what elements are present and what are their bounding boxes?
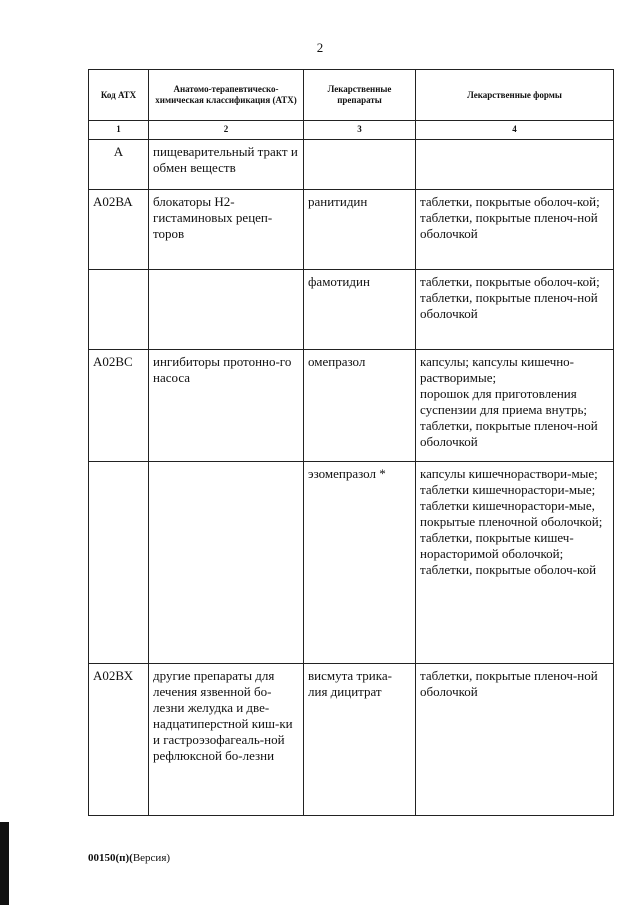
atx-code-cell: А02ВС <box>89 350 149 462</box>
atx-code-cell <box>89 270 149 350</box>
header-code-atx: Код АТХ <box>89 70 149 121</box>
atx-code-cell <box>89 462 149 664</box>
table-row <box>89 190 614 270</box>
atx-table <box>88 69 614 816</box>
forms-cell: капсулы кишечнораствори-мые; таблетки кишечнорастори-мые; таблетки кишечнорастори-мые, покрытые пленочной оболочкой; таблетки, покрытые кишеч-норасторимой оболочкой; таблетки, покрытые оболоч-кой <box>416 462 614 664</box>
column-number: 4 <box>416 121 614 140</box>
table-row <box>89 270 614 350</box>
drug-cell: эзомепразол * <box>304 462 416 664</box>
forms-cell: капсулы; капсулы кишечно-растворимые; порошок для приготовления суспензии для приема внутрь; таблетки, покрытые пленоч-ной оболочкой <box>416 350 614 462</box>
header-row <box>89 70 614 121</box>
drug-cell: ранитидин <box>304 190 416 270</box>
table-row <box>89 140 614 190</box>
atx-name-cell: другие препараты для лечения язвенной бо-лезни желудка и две-надцатиперстной киш-ки и гастроэзофагеаль-ной рефлюксной бо-лезни <box>149 664 304 816</box>
table-row <box>89 664 614 816</box>
atx-name-cell: блокаторы Н2-гистаминовых рецеп-торов <box>149 190 304 270</box>
page-number: 2 <box>316 40 324 55</box>
table-row <box>89 350 614 462</box>
scan-edge-mark <box>0 822 9 905</box>
column-number: 2 <box>149 121 304 140</box>
forms-cell <box>416 140 614 190</box>
atx-code-cell: А02ВА <box>89 190 149 270</box>
drug-cell: висмута трика-лия дицитрат <box>304 664 416 816</box>
atx-name-cell <box>149 270 304 350</box>
forms-cell: таблетки, покрытые оболоч-кой; таблетки, покрытые пленоч-ной оболочкой <box>416 270 614 350</box>
drug-cell: омепразол <box>304 350 416 462</box>
drug-cell: фамотидин <box>304 270 416 350</box>
header-drugs: Лекарственные препараты <box>304 70 416 121</box>
forms-cell: таблетки, покрытые оболоч-кой; таблетки, покрытые пленоч-ной оболочкой <box>416 190 614 270</box>
atx-name-cell <box>149 462 304 664</box>
document-version: Версия) <box>132 852 171 864</box>
table-row <box>89 462 614 664</box>
atx-name-cell: ингибиторы протонно-го насоса <box>149 350 304 462</box>
document-code: 00150(п)( <box>88 852 133 864</box>
column-number: 1 <box>89 121 149 140</box>
document-footer <box>88 852 170 864</box>
atx-code-cell: А02ВХ <box>89 664 149 816</box>
drug-cell <box>304 140 416 190</box>
atx-name-cell: пищеварительный тракт и обмен веществ <box>149 140 304 190</box>
column-number-row <box>89 121 614 140</box>
forms-cell: таблетки, покрытые пленоч-ной оболочкой <box>416 664 614 816</box>
column-number: 3 <box>304 121 416 140</box>
atx-code-cell: А <box>89 140 149 190</box>
header-atx-classification: Анатомо-терапевтическо-химическая классификация (АТХ) <box>149 70 304 121</box>
header-dosage-forms: Лекарственные формы <box>416 70 614 121</box>
